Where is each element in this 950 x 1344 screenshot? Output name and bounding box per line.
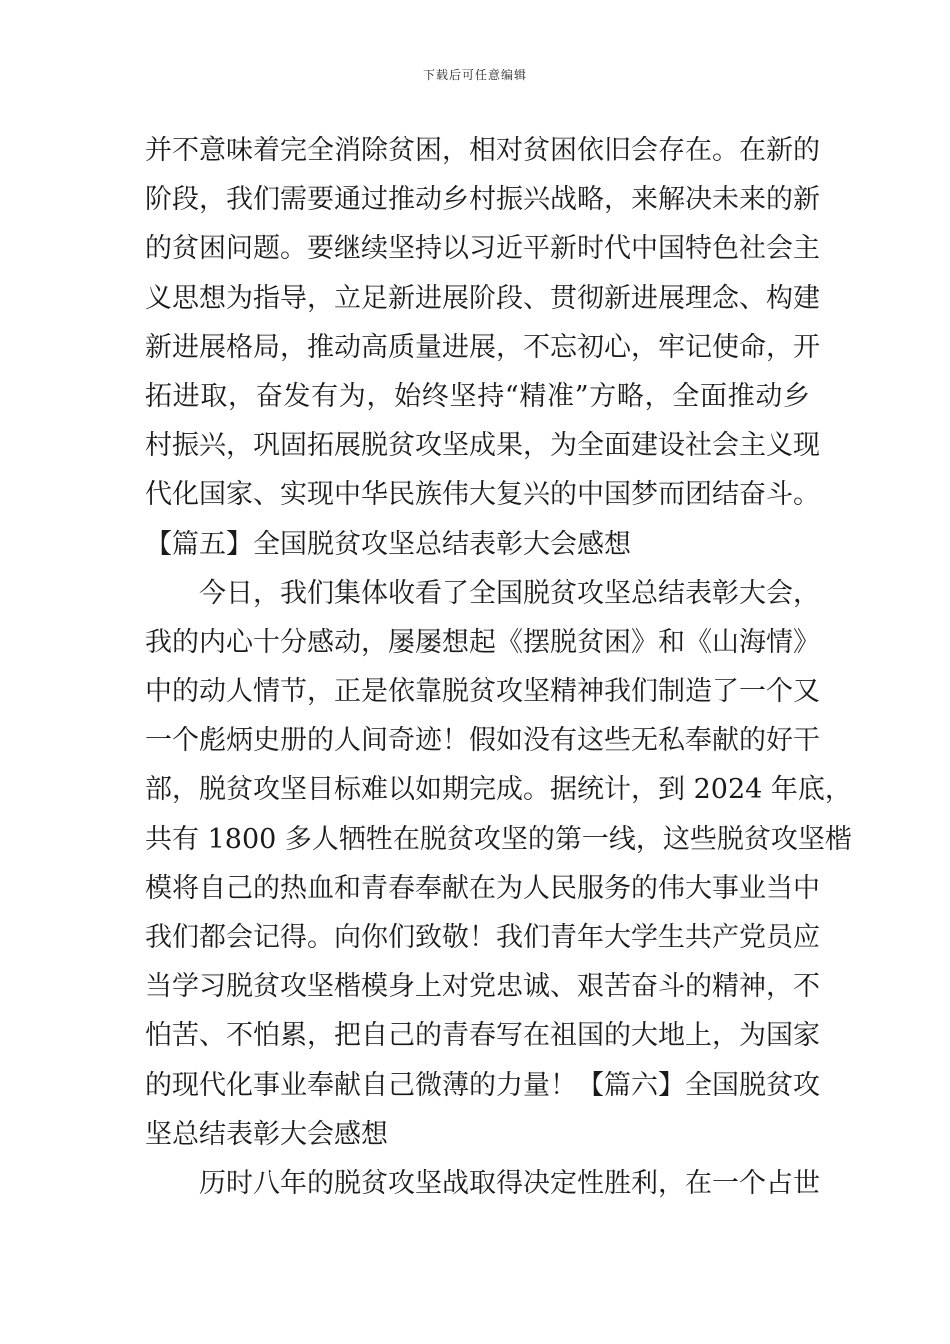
- text-line: 义思想为指导，立足新进展阶段、贯彻新进展理念、构建: [145, 282, 820, 314]
- text-line: 的贫困问题。要继续坚持以习近平新时代中国特色社会主: [145, 233, 820, 265]
- text-line: 拓进取，奋发有为，始终坚持“精准”方略，全面推动乡: [145, 380, 810, 412]
- text-line: 模将自己的热血和青春奉献在为人民服务的伟大事业当中: [145, 872, 820, 904]
- text-line: 今日，我们集体收看了全国脱贫攻坚总结表彰大会，: [199, 577, 820, 609]
- text-line: 共有 1800 多人牺牲在脱贫攻坚的第一线，这些脱贫攻坚楷: [145, 823, 852, 855]
- text-line: 的现代化事业奉献自己微薄的力量！【篇六】全国脱贫攻: [145, 1069, 820, 1101]
- text-line: 怕苦、不怕累，把自己的青春写在祖国的大地上，为国家: [145, 1020, 820, 1052]
- text-line: 中的动人情节，正是依靠脱贫攻坚精神我们制造了一个又: [145, 676, 820, 708]
- text-line: 我们都会记得。向你们致敬！我们青年大学生共产党员应: [145, 922, 820, 953]
- text-line: 新进展格局，推动高质量进展，不忘初心，牢记使命，开: [145, 331, 820, 363]
- text-line: 代化国家、实现中华民族伟大复兴的中国梦而团结奋斗。: [145, 479, 820, 511]
- text-line: 我的内心十分感动，屡屡想起《摆脱贫困》和《山海情》: [145, 626, 820, 658]
- text-line: 坚总结表彰大会感想: [145, 1118, 388, 1150]
- text-line: 村振兴，巩固拓展脱贫攻坚成果，为全面建设社会主义现: [145, 430, 820, 462]
- text-line: 并不意味着完全消除贫困，相对贫困依旧会存在。在新的: [145, 135, 820, 166]
- text-line: 当学习脱贫攻坚楷模身上对党忠诚、艰苦奋斗的精神，不: [145, 971, 820, 1003]
- text-line: 历时八年的脱贫攻坚战取得决定性胜利，在一个占世: [199, 1167, 820, 1199]
- text-line: 一个彪炳史册的人间奇迹！假如没有这些无私奉献的好干: [145, 725, 820, 757]
- section-heading: 【篇五】全国脱贫攻坚总结表彰大会感想: [145, 528, 631, 560]
- document-body: [145, 126, 852, 1208]
- page-header: 下载后可任意编辑: [422, 68, 527, 82]
- text-line: 部，脱贫攻坚目标难以如期完成。据统计，到 2024 年底，: [145, 774, 852, 806]
- text-line: 阶段，我们需要通过推动乡村振兴战略，来解决未来的新: [145, 184, 820, 216]
